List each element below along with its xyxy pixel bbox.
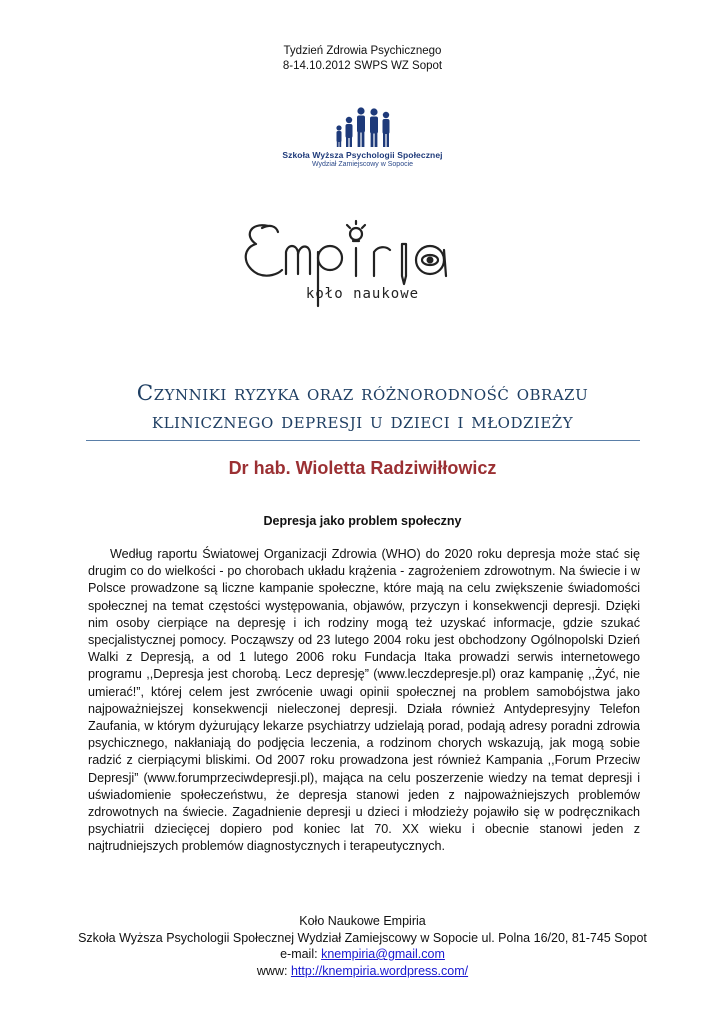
swps-logo	[0, 106, 725, 168]
family-silhouette-icon	[331, 106, 395, 148]
footer-email-label: e-mail:	[280, 947, 322, 961]
swps-subtitle: Wydział Zamiejscowy w Sopocie	[311, 161, 414, 168]
document-title	[60, 380, 665, 436]
title-line-2: klinicznego depresji u dzieci i młodzieży	[151, 409, 574, 434]
footer-www-line	[0, 963, 725, 980]
title-divider	[86, 440, 640, 441]
page-footer	[0, 913, 725, 979]
footer-email-line	[0, 946, 725, 963]
header-event-name: Tydzień Zdrowia Psychicznego	[283, 45, 442, 57]
footer-club-name: Koło Naukowe Empiria	[299, 914, 426, 928]
body-paragraph: Według raportu Światowej Organizacji Zdrowia (WHO) do 2020 roku depresja może stać się drugim co do wielkości - po chorobach układu krążenia - zagrożeniem zdrowotnym. Na świecie i w Polsce prowadzone są liczne kampanie społeczne, które mają na celu zwiększenie świadomości społecznej na temat częstości występowania, objawów, przyczyn i konsekwencji depresji. Dzięki nim osoby cierpiące na depresję i ich rodziny mogą też uzyskać informacje, gdzie szukać specjalistycznej pomocy. Począwszy od 23 lutego 2004 roku jest obchodzony Ogólnopolski Dzień Walki z Depresją, a od 1 lutego 2006 roku Fundacja Itaka prowadzi serwis internetowego programu ,,Depresja jest chorobą. Lecz depresję” (www.leczdepresje.pl) oraz kampanię ,,Żyć, nie umierać!”, której celem jest zwrócenie uwagi opinii społecznej na problem samobójstwa jako najpoważniejszej konsekwencji nieleczonej depresji. Działa również Antydepresyjny Telefon Zaufania, w którym dyżurujący lekarze psychiatrzy udzielają porad, podają adresy poradni zdrowia psychicznego, nakłaniają do podjęcia leczenia, a rodzinom chorych wskazują, jak mogą sobie radzić z cierpiącymi bliskimi. Od 2007 roku prowadzona jest również Kampania ,,Forum Przeciw Depresji” (www.forumprzeciwdepresji.pl), mająca na celu poszerzenie wiedzy na temat depresji i uświadomienie społeczeństwu, że depresja stanowi jeden z najpoważniejszych problemów zdrowotnych na świecie. Zagadnienie depresji u dzieci i młodzieży pojawiło się w podręcznikach psychiatrii dziecięcej dopiero pod koniec lat 70. XX wieku i obecnie stanowi jeden z najtrudniejszych problemów diagnostycznych i terapeutycznych.	[88, 547, 640, 854]
empiria-subtitle: koło naukowe	[305, 286, 420, 302]
footer-address: Szkoła Wyższa Psychologii Społecznej Wydział Zamiejscowy w Sopocie ul. Polna 16/20, 81-745 Sopot	[78, 930, 647, 945]
email-link[interactable]: knempiria@gmail.com	[321, 947, 445, 961]
swps-name: Szkoła Wyższa Psychologii Społecznej	[282, 150, 443, 160]
empiria-logo-icon	[238, 214, 488, 318]
footer-www-label: www:	[256, 963, 291, 978]
page-header	[0, 44, 725, 74]
title-line-1: Czynniki ryzyka oraz różnorodność obrazu	[136, 381, 589, 406]
section-heading: Depresja jako problem społeczny	[263, 514, 462, 528]
website-link[interactable]: http://knempiria.wordpress.com/	[290, 963, 469, 978]
header-event-date: 8-14.10.2012 SWPS WZ Sopot	[282, 60, 443, 72]
author-name: Dr hab. Wioletta Radziwiłłowicz	[228, 458, 497, 478]
